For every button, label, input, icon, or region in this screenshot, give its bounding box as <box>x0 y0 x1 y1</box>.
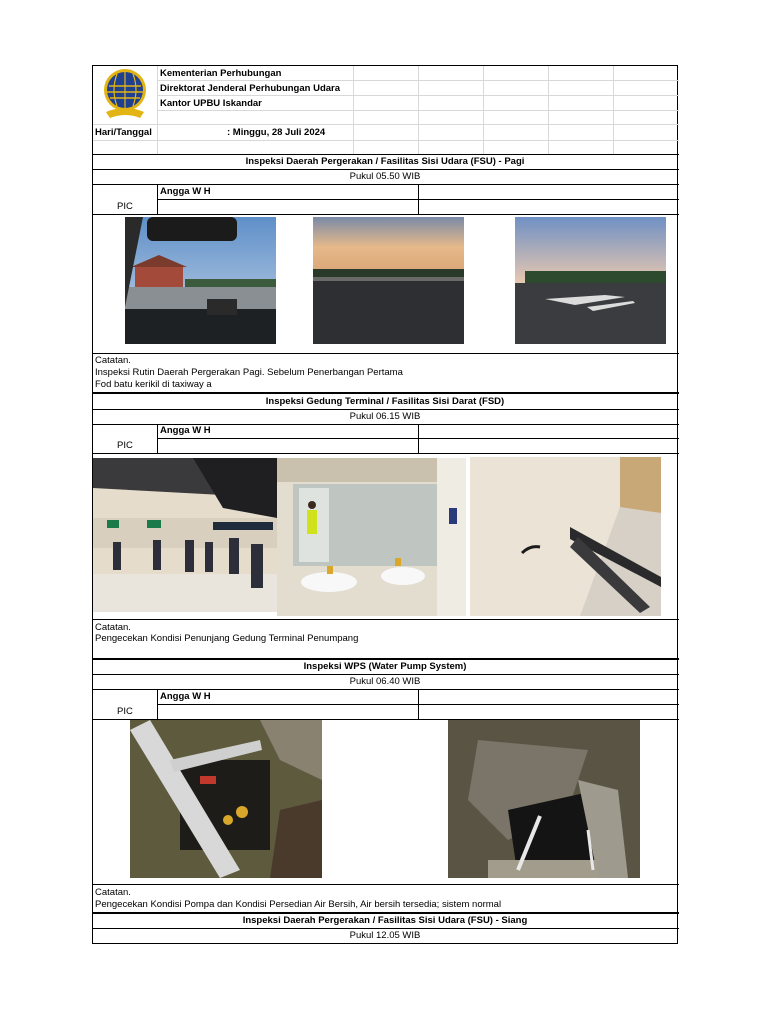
section-time-fsd: Pukul 06.15 WIB <box>349 411 421 422</box>
note-label-fsu-pagi: Catatan. <box>95 355 131 366</box>
note-label-fsd: Catatan. <box>95 622 131 633</box>
pic-name-wps: Angga W H <box>160 691 211 702</box>
pic-name-fsu-pagi: Angga W H <box>160 186 211 197</box>
photo-restroom-sinks <box>277 458 466 616</box>
org-office: Kantor UPBU Iskandar <box>160 98 262 109</box>
note-label-wps: Catatan. <box>95 887 131 898</box>
section-title-fsu-pagi: Inspeksi Daerah Pergerakan / Fasilitas Sisi Udara (FSU) - Pagi <box>245 156 525 167</box>
org-directorate: Direktorat Jenderal Perhubungan Udara <box>160 83 341 94</box>
photo-runway-sunrise <box>313 217 464 344</box>
note-line-2-fsu-pagi: Fod batu kerikil di taxiway a <box>95 379 212 390</box>
pic-label-fsd: PIC <box>117 440 133 451</box>
note-line-1-wps: Pengecekan Kondisi Pompa dan Kondisi Persedian Air Bersih, Air bersih tersedia; sistem normal <box>95 899 502 910</box>
photo-water-reservoir <box>448 720 640 878</box>
photo-taxiway-markings <box>515 217 666 344</box>
pic-name-fsd: Angga W H <box>160 425 211 436</box>
photo-vehicle-dashboard <box>125 217 276 344</box>
section-title-fsu-siang: Inspeksi Daerah Pergerakan / Fasilitas Sisi Udara (FSU) - Siang <box>242 915 528 926</box>
date-value: : Minggu, 28 Juli 2024 <box>227 127 326 138</box>
date-label: Hari/Tanggal <box>95 127 152 138</box>
inspection-sheet <box>92 65 678 944</box>
photo-handrail-corner <box>470 457 661 616</box>
note-line-1-fsu-pagi: Inspeksi Rutin Daerah Pergerakan Pagi. Sebelum Penerbangan Pertama <box>95 367 403 378</box>
photo-water-pump <box>130 720 322 878</box>
ministry-logo-icon <box>102 68 148 120</box>
section-time-fsu-siang: Pukul 12.05 WIB <box>349 930 421 941</box>
section-time-fsu-pagi: Pukul 05.50 WIB <box>349 171 421 182</box>
section-title-wps: Inspeksi WPS (Water Pump System) <box>303 661 467 672</box>
section-time-wps: Pukul 06.40 WIB <box>349 676 421 687</box>
note-line-1-fsd: Pengecekan Kondisi Penunjang Gedung Terminal Penumpang <box>95 633 359 644</box>
pic-label-wps: PIC <box>117 706 133 717</box>
org-name: Kementerian Perhubungan <box>160 68 282 79</box>
section-title-fsd: Inspeksi Gedung Terminal / Fasilitas Sisi Darat (FSD) <box>265 396 505 407</box>
photo-terminal-hall <box>93 458 277 612</box>
pic-label-fsu-pagi: PIC <box>117 201 133 212</box>
